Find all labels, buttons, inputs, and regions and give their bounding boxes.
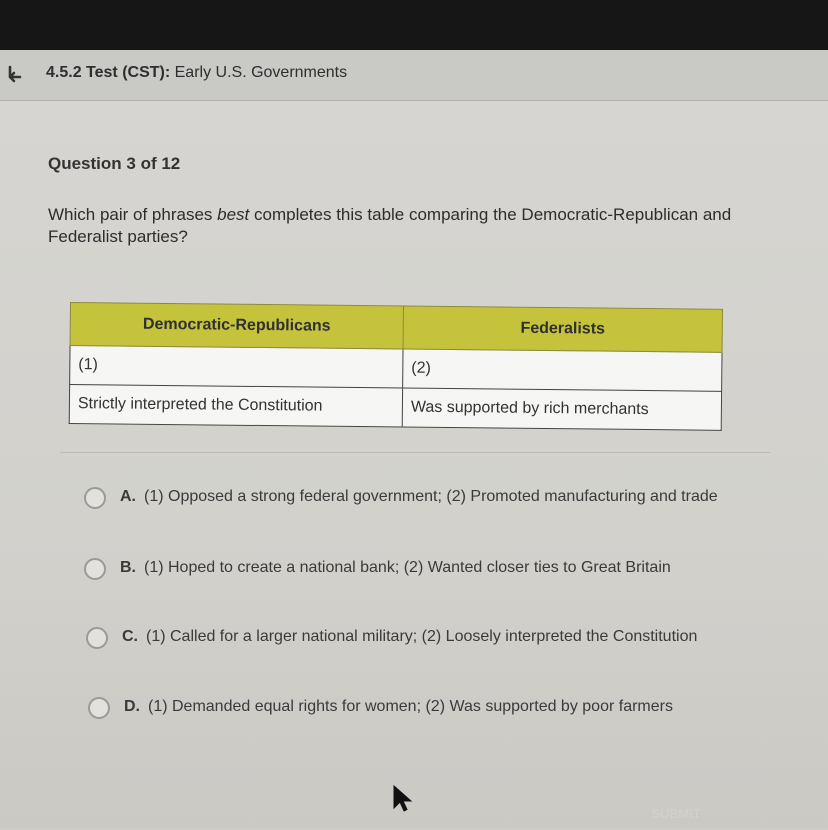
option-text: (1) Hoped to create a national bank; (2) Wanted closer ties to Great Britain [144, 559, 671, 576]
radio-button-c[interactable] [86, 627, 108, 649]
answer-option-b[interactable] [84, 558, 724, 580]
option-text: (1) Opposed a strong federal government; (2) Promoted manufacturing and trade [144, 488, 718, 505]
test-title [46, 64, 347, 82]
table-cell: Was supported by rich merchants [402, 388, 721, 430]
table-cell: (1) [70, 346, 403, 388]
option-letter: D. [124, 698, 140, 715]
radio-button-b[interactable] [84, 558, 106, 580]
answer-option-c[interactable] [86, 627, 726, 649]
option-text: (1) Demanded equal rights for women; (2) Was supported by poor farmers [148, 698, 673, 715]
test-title-name: Early U.S. Governments [170, 64, 348, 81]
back-arrow-icon[interactable] [6, 63, 30, 87]
table-row [69, 385, 721, 431]
answer-option-d[interactable] [88, 697, 728, 719]
mouse-cursor-icon [392, 784, 416, 814]
question-counter: Question 3 of 12 [48, 154, 181, 173]
question-text [48, 204, 748, 248]
question-text-end: completes this table comparing the Democratic-Republican and Federalist parties? [48, 205, 732, 246]
submit-button[interactable]: SUBMIT [651, 806, 701, 821]
table-header-row [70, 303, 722, 353]
answer-option-a[interactable] [84, 487, 724, 509]
table-cell: Strictly interpreted the Constitution [69, 385, 402, 427]
comparison-table [69, 302, 723, 431]
test-title-code: 4.5.2 Test (CST): [46, 64, 171, 81]
table-cell: (2) [403, 349, 722, 391]
option-letter: A. [120, 488, 136, 505]
section-divider [60, 452, 770, 453]
option-text: (1) Called for a larger national military; (2) Loosely interpreted the Constitution [146, 628, 698, 645]
radio-button-a[interactable] [84, 487, 106, 509]
radio-button-d[interactable] [88, 697, 110, 719]
table-header-democratic-republicans: Democratic-Republicans [70, 303, 403, 349]
question-text-start: Which pair of phrases [48, 205, 218, 224]
option-letter: C. [122, 628, 138, 645]
screen-top-bezel [0, 0, 828, 50]
table-header-federalists: Federalists [403, 306, 722, 352]
table-row [70, 346, 722, 392]
option-letter: B. [120, 559, 136, 576]
question-text-emphasis: best [217, 205, 250, 224]
